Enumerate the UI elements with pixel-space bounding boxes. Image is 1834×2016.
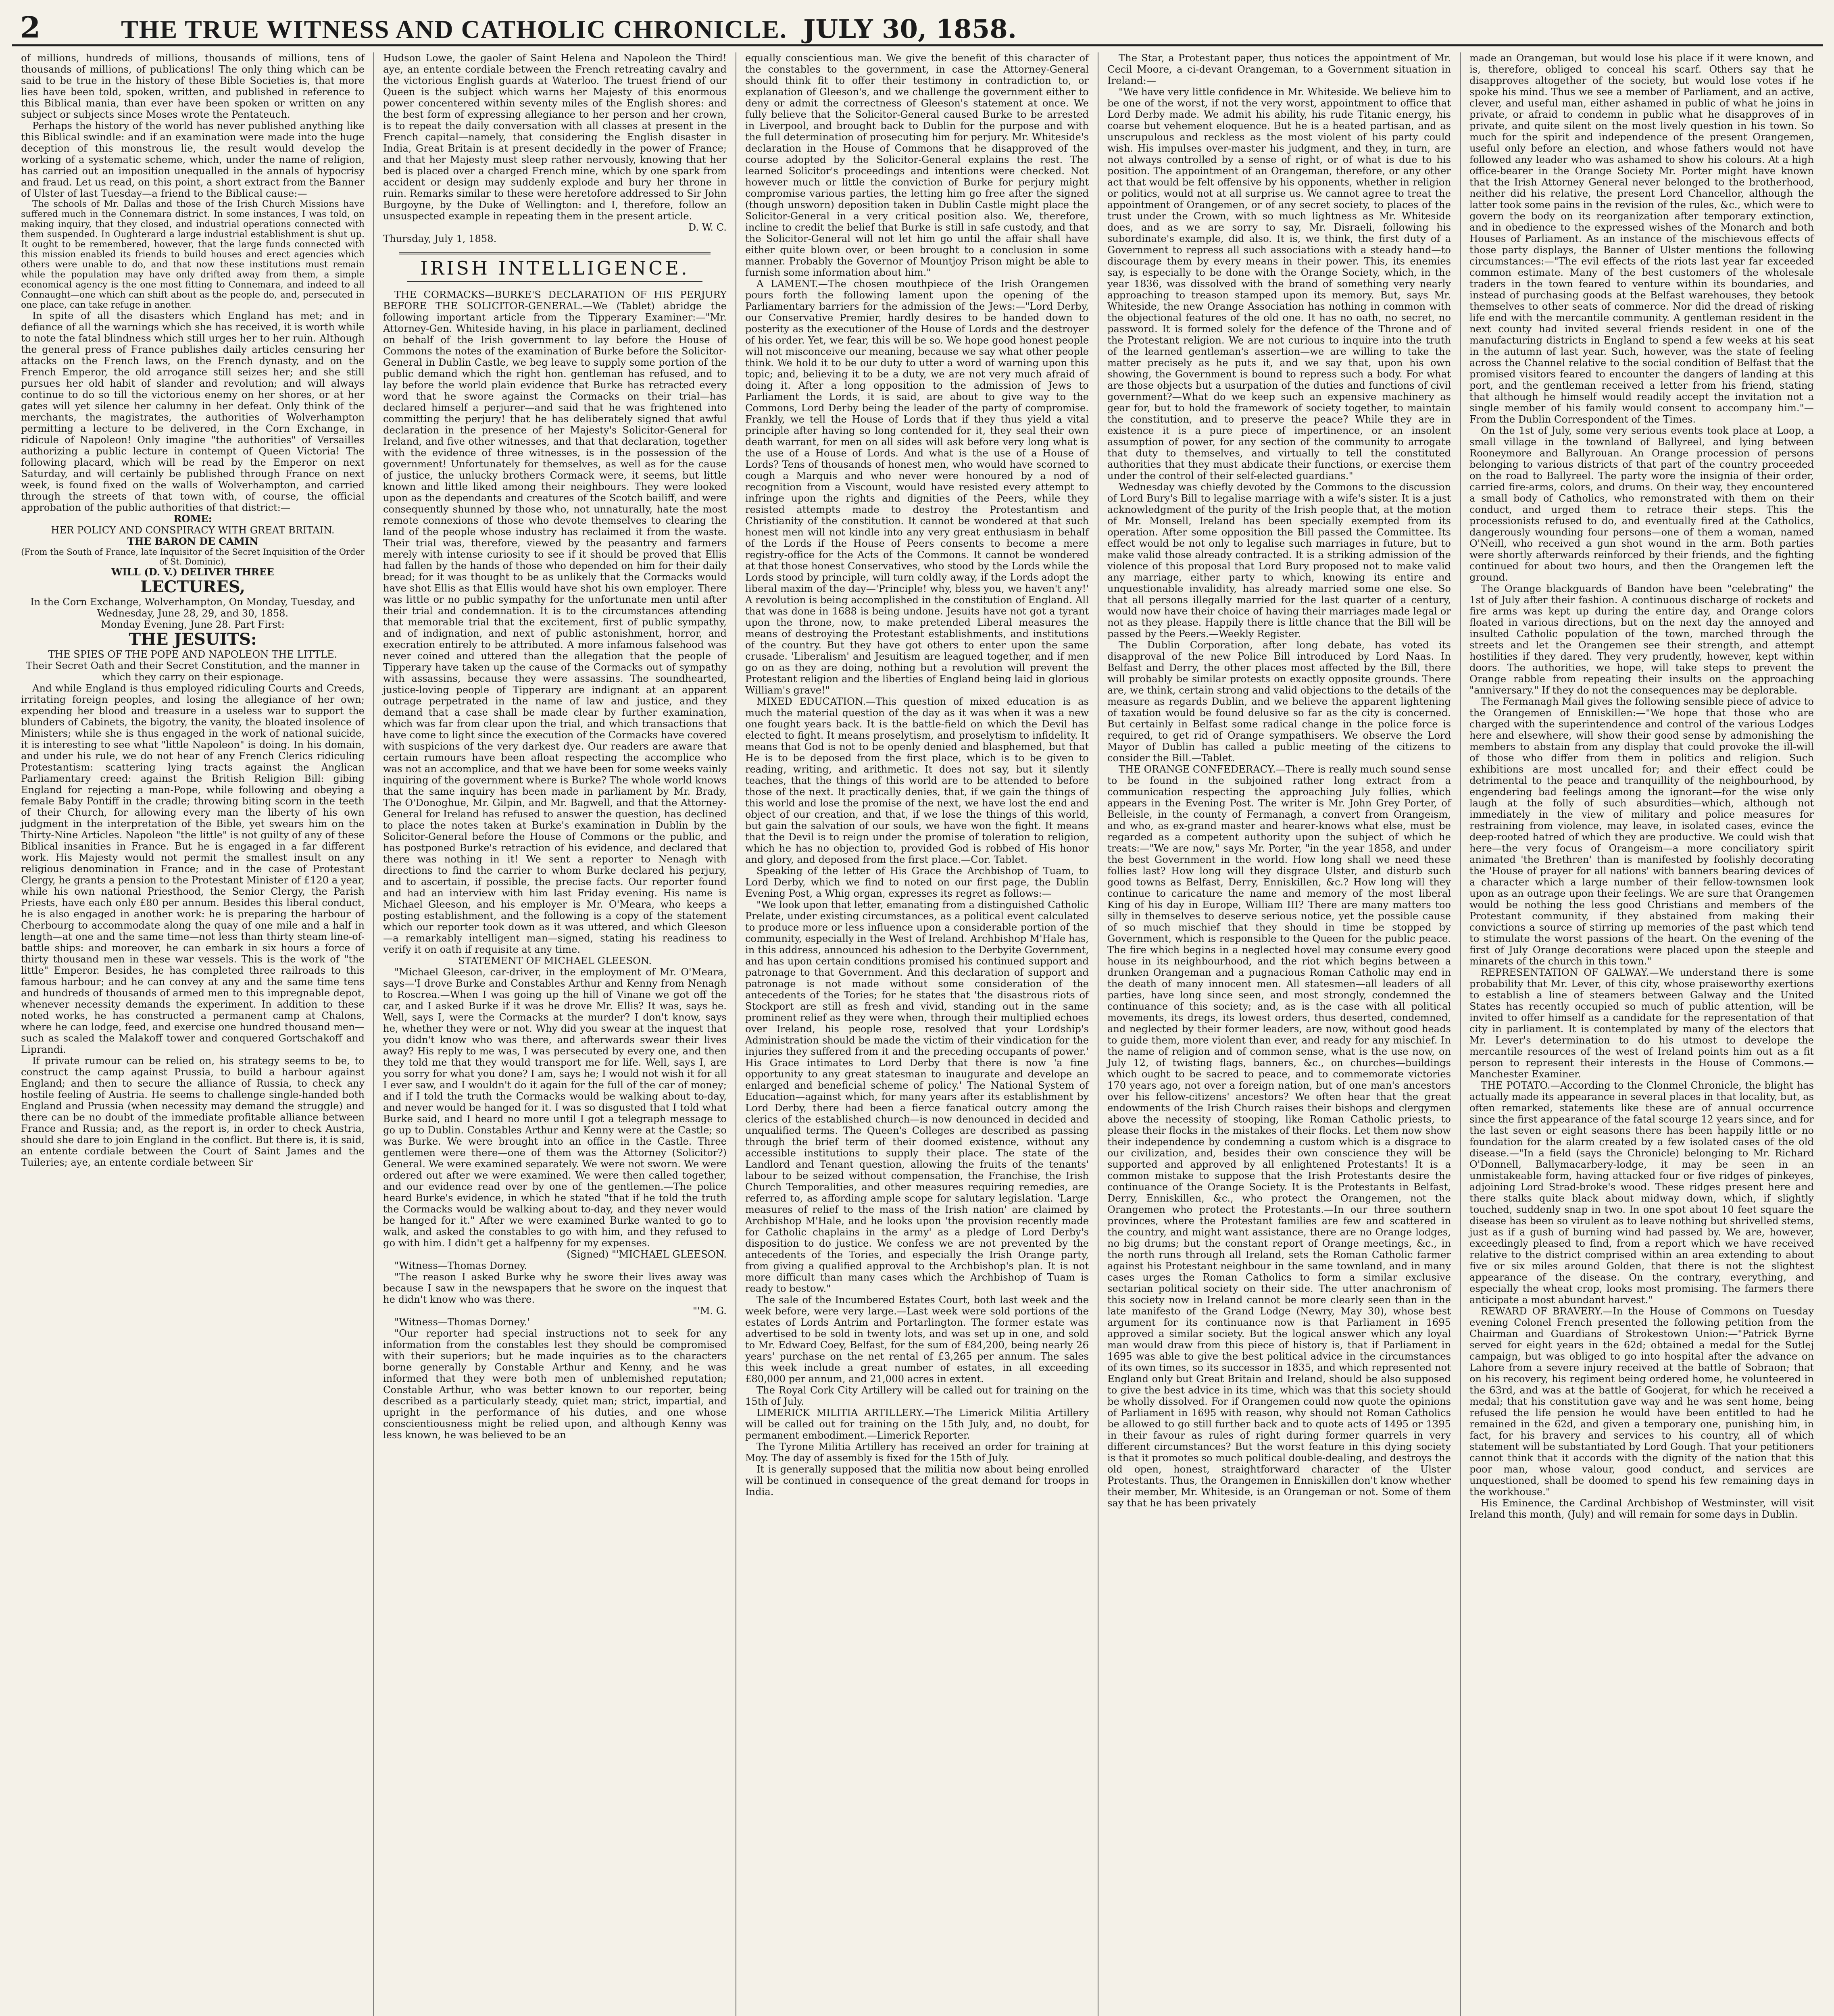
paragraph: THE CORMACKS—BURKE'S DECLARATION OF HIS PERJURY BEFORE THE SOLICITOR-GENERAL.—We (Tablet) abridge the following important article from the Tipperary Examiner:—"Mr. Attorney-Gen. Whiteside having, in his place in parliament, declined on behalf of the Irish government to lay before the House of Commons the notes of the examination of Burke before the Solicitor-General in Dublin Castle, we beg leave to supply some portion of the public demand which the right hon. gentleman has refused, and to lay before the world plain evidence that Burke has retracted every word that he swore against the Cormacks on their trial—has declared himself a perjurer—and said that he was frightened into committing the perjury! that he has deliberately signed that awful declaration in the presence of her Majesty's Solicitor-General for Ireland, and five other witnesses, and that that declaration, together with the evidence of three witnesses, is in the possession of the government! Unfortunately for themselves, as well as for the cause of justice, the unlucky brothers Cormack were, it seems, but little known and little liked among their neighbours. They were looked upon as the dependants and creatures of the Scotch bailiff, and were consequently shunned by those who, not unnaturally, hate the most remote connexions of those who devote themselves to clearing the land of the people whose industry has reclaimed it from the waste. Their trial was, therefore, viewed by the peasantry and farmers merely with intense curiosity to see if it should be proved that Ellis had fallen by the hands of those who depended on him for their daily bread; for it was thought to be as unlikely that the Cormacks would have shot Ellis as that Ellis would have shot his own employer. There was little or no public sympathy for the unfortunate men until after their trial and condemnation. It is to the circumstances attending that memorable trial that the excitement, first of public sympathy, and of indignation, and next of public astonishment, horror, and execration entirely to be attributed. A more infamous falsehood was never coined and uttered than the allegation that the people of Tipperary have taken up the cause of the Cormacks out of sympathy with assassins, because they were assassins. The soundhearted, justice-loving people of Tipperary are indignant at an apparent outrage perpetrated in the name of law and justice, and they demand that a case shall be made clear by further examination, which was far from clear upon the trial, and which transactions that have come to light since the execution of the Cormacks have covered with suspicions of the very darkest dye. Our readers are aware that certain rumours have been afloat respecting the accomplice who was not an accomplice, and that we have been for some weeks vainly inquiring of the government where is Burke? The whole world knows that the same inquiry has been made in parliament by Mr. Brady, The O'Donoghue, Mr. Gilpin, and Mr. Bagwell, and that the Attorney-General for Ireland has refused to answer the question, has declined to place the notes taken at Burke's examination in Dublin by the Solicitor-General before the House of Commons or the public, and has postponed Burke's retraction of his evidence, and declared that there was nothing in it! We sent a reporter to Nenagh with directions to find the carrier to whom Burke declared his perjury, and to ascertain, if possible, the precise facts. Our reporter found and had an interview with him last Friday evening. His name is Michael Gleeson, and his employer is Mr. O'Meara, who keeps a posting establishment, and the following is a copy of the statement which our reporter took down as it was uttered, and which Gleeson—a remarkably intelligent man—signed, stating his readiness to verify it on oath if requisite at any time.: [383, 289, 727, 955]
placard-part: Monday Evening, June 28. Part First:: [101, 619, 285, 630]
placard-speaker-note: (From the South of France, late Inquisitor of the Secret Inquisition of the Order of St. Dominic),: [21, 547, 365, 566]
column-3: [736, 52, 1098, 2016]
placard-spies: THE SPIES OF THE POPE AND NAPOLEON THE LITTLE.: [48, 649, 338, 660]
quoted-paragraph: "We have very little confidence in Mr. Whiteside. We believe him to be one of the worst, if not the very worst, appointment to office that Lord Derby made. We admit his ability, his rude Titanic energy, his coarse but vehement eloquence. But he is a heated partisan, and as unscrupulous and reckless as the most violent of his party could wish. His impulses over-master his judgment, and they, in turn, are not always controlled by a sense of right, or of what is due to his position. The appointment of an Orangeman, therefore, or any other act that would be felt offensive by his opponents, whether in religion or politics, would not at all surprise us. We cannot agree to treat the appointment of Orangemen, or of any secret society, to places of the trust under the Crown, with so much lightness as Mr. Whiteside does, and as we are sorry to say, Mr. Disraeli, following his subordinate's example, did also. It is, we think, the first duty of a Government to repress all such associations with a steady hand—to discourage them by every means in their power. This, its enemies say, is especially to be done with the Orange Society, which, in the year 1836, was dissolved with the brand of something very nearly approaching to treason stamped upon its memory. But, says Mr. Whiteside, the new Orange Association has nothing in common with the objectional features of the old one. It has no oath, no secret, no password. It is formed solely for the defence of the Throne and of the Protestant religion. We are not curious to inquire into the truth of the learned gentleman's assertion—we are willing to take the matter precisely as he puts it, and we say that, upon his own showing, the Government is bound to repress such a body. For what are those objects but a usurpation of the duties and functions of civil government?—What do we keep such an expensive machinery as gear for, but to hold the framework of society together, to maintain the constitution, and to preserve the peace? While they are in existence it is a pure piece of impertinence, or an insolent assumption of power, for any section of the community to arrogate that duty to themselves, and virtually to tell the constituted authorities that they must abdicate their functions, or exercise them under the control of their self-elected guardians.": [1107, 86, 1451, 481]
paragraph: THE POTATO.—According to the Clonmel Chronicle, the blight has actually made its appearance in several places in that locality, but, as often remarked, statements like these are of annual occurrence since the first appearance of the fatal scourge 12 years since, and for the last seven or eight seasons there has been happily little or no foundation for the alarm created by a few isolated cases of the old disease.—"In a field (says the Chronicle) belonging to Mr. Richard O'Donnell, Ballymacarbery-lodge, it may be seen in an unmistakeable form, having attacked four or five ridges of pinkeyes, adjoining Lord Strad-broke's wood. These ridges present here and there stalks quite black about midway down, which, if slightly touched, suddenly snap in two. In one spot about 10 feet square the disease has been so virulent as to leave nothing but shrivelled stems, just as if a gush of burning wind had passed by. We are, however, exceedingly pleased to find, from a report which we have received relative to the district comprised within an area extending to about five or six miles around Golden, that there is not the slightest appearance of the disease. On the contrary, everything, and especially the wheat crop, looks most promising. The farmers there anticipate a most abundant harvest.": [1469, 1080, 1814, 1306]
paragraph: The Fermanagh Mail gives the following sensible piece of advice to the Orangemen of Enniskillen:—"We hope that those who are charged with the superintendence and control of the various Lodges here and elsewhere, will show their good sense by admonishing the members to abstain from any display that could provoke the ill-will of those who differ from them in politics and religion. Such exhibitions are most uncalled for; and their effect could be detrimental to the peace and tranquillity of the neighbourhood, by engendering bad feelings among the ignorant—for the wise only laugh at the folly of such absurdities—which, although not immediately in the view of military and police measures for restraining from violence, may leave, in isolated cases, evince the deep-rooted hatred of which they are productive. We could wish that here—the very focus of Orangeism—a more conciliatory spirit animated 'the Brethren' than is manifested by foolishly decorating the 'House of prayer for all nations' with banners bearing devices of a character which a large number of their fellow-townsmen look upon as an outrage upon their feelings. We are sure that Orangemen would be nothing the less good Christians and members of the Protestant community, if they abstained from making their convictions a source of stirring up memories of the past which tend to stimulate the worst passions of the heart. On the evening of the first of July Orange decorations were placed upon the steeple and minarets of the church in this town.": [1469, 696, 1814, 967]
paragraph: equally conscientious man. We give the benefit of this character of the constables to the government, in case the Attorney-General should think fit to offer their testimony in contradiction to, or explanation of Gleeson's, and we challenge the government either to deny or admit the correctness of Gleeson's statement at once. We fully believe that the Solicitor-General caused Burke to be arrested in Liverpool, and brought back to Dublin for the purpose and with the full determination of prosecuting him for perjury. Mr. Whiteside's declaration in the House of Commons that he disapproved of the course adopted by the Solicitor-General explains the rest. The learned Solicitor's proceedings and intentions were checked. Not however much or little the conviction of Burke for perjury might compromise various parties, the letting him go free after the signed (though unsworn) deposition taken in Dublin Castle might place the Solicitor-General in a very critical position also. We, therefore, incline to credit the belief that Burke is still in safe custody, and that the Solicitor-General will not let him go until the affair shall have either quite blown over, or been brought to a conclusion in some manner. Probably the Governor of Mountjoy Prison might be able to furnish some information about him.": [745, 52, 1089, 278]
placard-heading: ROME:: [173, 513, 212, 525]
paragraph: LIMERICK MILITIA ARTILLERY.—The Limerick Militia Artillery will be called out for training on the 15th July, and, no doubt, for permanent embodiment.—Limerick Reporter.: [745, 1407, 1089, 1441]
placard-subheading: HER POLICY AND CONSPIRACY WITH GREAT BRITAIN.: [51, 525, 335, 536]
placard-line: WILL (D. V.) DELIVER THREE: [111, 566, 274, 578]
paragraph: The Tyrone Militia Artillery has received an order for training at Moy. The day of assembly is fixed for the 15th of July.: [745, 1441, 1089, 1464]
column-1: [12, 52, 374, 2016]
masthead: [12, 0, 1823, 46]
paragraph: Wednesday was chiefly devoted by the Commons to the discussion of Lord Bury's Bill to legalise marriage with a wife's sister. It is a just acknowledgment of the purity of the Irish people that, at the motion of Mr. Monsell, Ireland has been specially exempted from its operation. After some opposition the Bill passed the Committee. Its effect would be not only to legalise such marriages in future, but to make valid those already contracted. It is a striking admission of the violence of this proposal that Lord Bury proposed not to make valid any marriage, either party to which, knowing its entire and unquestionable invalidity, has already married some one else. So that all persons illegally married for the last quarter of a century, would now have their choice of having their marriages made legal or not as they please. Happily there is little chance that the Bill will be passed by the Peers.—Weekly Register.: [1107, 481, 1451, 639]
newspaper-page: [12, 52, 1823, 2016]
paragraph: "The reason I asked Burke why he swore their lives away was because I saw in the newspapers that he swore on the inquest that he didn't know who was there.: [383, 1271, 727, 1305]
paragraph: His Eminence, the Cardinal Archbishop of Westminster, will visit Ireland this month, (July) and will remain for some days in Dublin.: [1469, 1497, 1814, 1520]
paragraph: made an Orangeman, but would lose his place if it were known, and is, therefore, obliged to conceal his scarf. Others say that he disapproves altogether of the society, but would lose votes if he spoke his mind. Thus we see a member of Parliament, and an active, clever, and useful man, either ashamed in public of what he joins in private, or afraid to condemn in public what he disapproves of in private, and quite silent on the most lively question in his town. So much for the spirit and independence of the present Orangemen, useful only before an election, and whose fathers would not have followed any leader who was ashamed to show his colours. At a high office-bearer in the Orange Society Mr. Porter might have known that the Irish Attorney General never belonged to the brotherhood, neither did his relative, the present Lord Chancellor, although the latter took some pains in the revision of the rules, &c., which were to govern the body on its reorganization after temporary extinction, and in obedience to the expressed wishes of the Monarch and both Houses of Parliament. As an instance of the mischievous effects of those party displays, the Banner of Ulster mentions the following circumstances:—"The evil effects of the riots last year far exceeded common estimate. Many of the best customers of the wholesale traders in the town feared to venture within its boundaries, and instead of purchasing goods at the Belfast warehouses, they betook themselves to other seats of commerce. Nor did the dread of risking life end with the mercantile community. A gentleman resident in the next county had invited several friends resident in one of the manufacturing districts in England to spend a few weeks at his seat in the autumn of last year. Such, however, was the state of feeling across the Channel relative to the social condition of Belfast that the promised visitors feared to encounter the dangers of landing at this port, and the gentleman received a letter from his friend, stating that although he himself would readily accept the invitation not a single member of his family would consent to accompany him."—From the Dublin Correspondent of the Times.: [1469, 52, 1814, 425]
column-5: [1461, 52, 1823, 2016]
quoted-paragraph: "We look upon that letter, emanating from a distinguished Catholic Prelate, under existing circumstances, as a political event calculated to produce more or less influence upon a considerable portion of the community, especially in the West of Ireland. Archbishop M'Hale has, in this address, announced his adhesion to the Derbyite Government, and has upon certain conditions promised his continued support and patronage to that Government. And this declaration of support and patronage is not made without some consideration of the antecedents of the Tories; for he states that 'the disastrous riots of Stockport are still as fresh and vivid, standing out in the same prominent relief as they were when, through their multiplied echoes over Ireland, his people rose, resolved that your Lordship's Administration should be made the victim of their vindication for the injuries they suffered from it and the preceding occupants of power.' His Grace intimates to Lord Derby that there is now 'a fine opportunity to any great statesman to inaugurate and develope an enlarged and beneficial scheme of policy.' The National System of Education—against which, for many years after its establishment by Lord Derby, there had been a fierce fanatical outcry among the clerics of the established church—is now denounced in decided and unqualified terms. The Queen's Colleges are described as passing through the brief term of their doomed existence, without any accessible institutions to supply their place. The state of the Landlord and Tenant question, allowing the fruits of the tenants' labour to be seized without compensation, the Franchise, the Irish Church Temporalities, and other measures requiring remedies, are referred to, as affording ample scope for salutary legislation. 'Large measures of relief to the mass of the Irish nation' are claimed by Archbishop M'Hale, and he looks upon 'the provision recently made for Catholic chaplains in the army' as a pledge of Lord Derby's disposition to do justice. We confess we are not prevented by the antecedents of the Tories, and especially the Irish Orange party, from giving a qualified approval to the Archbishop's plan. It is not more difficult than many cases which the Archbishop of Tuam is ready to bestow.": [745, 899, 1089, 1294]
column-2: [374, 52, 736, 2016]
placard-oath: Their Secret Oath and their Secret Constitution, and the manner in which they carry on their espionage.: [25, 660, 360, 683]
paragraph: Perhaps the history of the world has never published anything like this Biblical swindle: and if an examination were made into the huge deception of this monstrous lie, the result would develop the working of a systematic scheme, which, under the name of religion, has carried out an imposition unequalled in the annals of hypocrisy and fraud. Let us read, on this point, a short extract from the Banner of Ulster of last Tuesday—a friend to the Biblical cause:—: [21, 120, 365, 199]
section-rule: [399, 252, 711, 254]
statement-heading: STATEMENT OF MICHAEL GLEESON.: [458, 955, 652, 966]
section-heading-irish-intelligence: IRISH INTELLIGENCE.: [420, 257, 690, 279]
paragraph: In spite of all the disasters which England has met; and in defiance of all the warnings which she has received, it is worth while to note the fatal blindness which still urges her to her ruin. Although the general press of France publishes daily articles censuring her attacks on the French laws, on the French dynasty, and on the French Emperor, the old arrogance still seizes her; and she still pursues her old habit of slander and revolution; and will always continue to do so till the victorious enemy on her shores, or at her gates will yet silence her calumny in her defeat. Only think of the merchants, the magistrates, the authorities of Wolverhampton permitting a lecture to be delivered, in the Corn Exchange, in ridicule of Napoleon! Only imagine "the authorities" of Versailles authorizing a public lecture in contempt of Queen Victoria! The following placard, which will be read by the Emperor on next Saturday, and will certainly be published through France on next week, is found fixed on the walls of Wolverhampton, and carried through the streets of that town with, of course, the official approbation of the public authorities of that district:—: [21, 310, 365, 513]
initials: "'M. G.: [692, 1305, 727, 1316]
paragraph: Speaking of the letter of His Grace the Archbishop of Tuam, to Lord Derby, which we find to noted on our first page, the Dublin Evening Post, a Whig organ, expresses its regret as follows:—: [745, 865, 1089, 899]
placard-jesuits: THE JESUITS:: [129, 630, 257, 649]
paragraph: On the 1st of July, some very serious events took place at Loop, a small village in the townland of Ballyreel, and lying between Rooneymore and Ballyrouan. An Orange procession of persons belonging to various districts of that part of the country proceeded on the road to Ballyreel. The party wore the insignia of their order, carried fire-arms, colors, and drums. On their way, they encountered a small body of Catholics, who remonstrated with them on their conduct, and urged them to retrace their steps. This the processionists refused to do, and eventually fired at the Catholics, dangerously wounding four persons—one of them a woman, named O'Neill, who received a gun shot wound in the arm. Both parties were shortly afterwards reinforced by their friends, and the fighting continued for about two hours, and then the Orangemen left the ground.: [1469, 425, 1814, 583]
paragraph: Hudson Lowe, the gaoler of Saint Helena and Napoleon the Third! aye, an entente cordiale between the French retreating cavalry and the victorious English guards at Waterloo. The truest friend of our Queen is the subject which warns her Majesty of this enormous power concentered within seventy miles of the English shores: and the best form of expressing allegiance to her person and her crown, is to repeat the daily conversation with all classes at present in the French capital—namely, that considering the English disaster in India, Great Britain is at present decidedly in the power of France; and that her Majesty must sleep rather nervously, knowing that her bed is placed over a charged French mine, which by one spark from accident or design may suddenly explode and bury her throne in ruin. Remarks similar to these were heretofore addressed to Sir John Burgoyne, by the Duke of Wellington: and I, therefore, follow an unsuspected example in repeating them in the present article.: [383, 52, 727, 222]
paragraph: "Michael Gleeson, car-driver, in the employment of Mr. O'Meara, says—'I drove Burke and Constables Arthur and Kenny from Nenagh to Roscrea.—When I was going up the hill of Vinane we got off the car, and I asked Burke if it was he drove Mr. Ellis? It was, says he. Well, says I, were the Cormacks at the murder? I don't know, says he, whether they were or not. Why did you swear at the inquest that you didn't know who was there, and afterwards swear their lives away? His reply to me was, I was persecuted by every one, and then they told me that they would transport me for life. Well, says I, are you sorry for what you done? I am, says he; I would not wish it for all I ever saw, and I wouldn't do it again for the full of the car of money; and if I told the truth the Cormacks would be walking about to-day, and never would be hanged for it. I was so disgusted that I told what Burke said, and I heard no more until I got a telegraph message to go up to Dublin. Constables Arthur and Kenny were at the Castle; so was Burke. We were brought into an office in the Castle. Three gentlemen were there—one of them was the Attorney (Solicitor?) General. We were examined separately. We were not sworn. We were ordered out after we were examined. We were then called together, and our evidence read over by one of the gentlemen.—The police heard Burke's evidence, in which he stated "that if he told the truth the Cormacks would be walking about to-day, and they never would be hanged for it." After we were examined Burke wanted to go to walk, and asked the constables to go with him, and they refused to go with him. I didn't get a halfpenny for my expenses.: [383, 966, 727, 1249]
page-number: 2: [20, 10, 41, 44]
placard-venue: In the Corn Exchange, Wolverhampton, On Monday, Tuesday, and Wednesday, June 28, 29, and 30, 1858.: [30, 596, 355, 619]
paragraph: A LAMENT.—The chosen mouthpiece of the Irish Orangemen pours forth the following lament upon the opening of the Parliamentary barriers for the admission of the Jews:—"Lord Derby, our Conservative Premier, hardly desires to be handed down to posterity as the executioner of the House of Lords and the destroyer of his order. Yet, we fear, this will be so. We hope good honest people will not misconceive our meaning, because we say what other people think. We hold it to be our duty to utter a word of warning upon this topic; and, believing it to be a duty, we are not very much afraid of doing it. After a long opposition to the admission of Jews to Parliament the Lords, it is said, are about to give way to the Commons, Lord Derby being the leader of the party of compromise. Frankly, we tell the House of Lords that if they thus yield a vital principle after having so long contended for it, they seal their own death warrant, for men on all sides will ask before very long what is the use of a House of Lords. And what is the use of a House of Lords? Tens of thousands of honest men, who would have scorned to cough a Marquis and who never were honoured by a nod of recognition from a Viscount, would have resisted every attempt to infringe upon the rights and dignities of the Peers, while they resisted attempts made to destroy the Protestantism and Christianity of the constitution. It cannot be wondered at that such honest men will not kindle into any very great enthusiasm in behalf of the Lords if the House of Peers consents to become a mere registry-office for the Acts of the Commons. It cannot be wondered at that those honest Conservatives, who stood by the Lords while the Lords stood by principle, will turn coldly away, if the Lords adopt the liberal maxim of the day—'Principle! why, bless you, we haven't any!' A revolution is being accomplished in the constitution of England. All that was done in 1688 is being undone. Jesuits have not got a tyrant upon the throne, now, to make pretended Liberal measures the means of destroying the Protestant establishments, and institutions of the country. But they have got others to enter upon the same crusade. 'Liberalism' and Jesuitism are leagued together, and if men go on as they are doing, nothing but a revolution will prevent the Protestant religion and the liberties of England being laid in glorious William's grave!": [745, 278, 1089, 696]
dateline: Thursday, July 1, 1858.: [383, 233, 497, 244]
divider: [407, 281, 702, 282]
paragraph: THE ORANGE CONFEDERACY.—There is really much sound sense to be found in the subjoined rather long extract from a communication respecting the approaching July follies, which appears in the Evening Post. The writer is Mr. John Grey Porter, of Belleisle, in the county of Fermanagh, a convert from Orangeism, and who, as ex-grand master and hearer-knows what else, must be regarded as a competent authority upon the subject of which he treats:—"We are now," says Mr. Porter, "in the year 1858, and under the best Government in the world. How long shall we need these follies last? How long will they disgrace Ulster, and disturb such good towns as Belfast, Derry, Enniskillen, &c.? How long will they continue to caricature the name and memory of the most liberal King of his day in Europe, William III? There are many matters too silly in themselves to deserve serious notice, yet the possible cause of so much mischief that they should in time be stopped by Government, which is responsible to the Queen for the public peace. The fire which begins in a neglected hovel may consume every good house in its neighbourhood, and the riot which begins between a drunken Orangeman and a pugnacious Roman Catholic may end in the death of many innocent men. All statesmen—all leaders of all parties, have long since seen, and most strongly, condemned the continuance of this society; and, as is the case with all political movements, its dregs, its lowest orders, thus deserted, condemned, and neglected by their former leaders, are now, without good heads to guide them, more violent than ever, and ready for any mischief. In the name of religion and of common sense, what is the use now, on July 12, of twisting flags, banners, &c., on churches—buildings which ought to be sacred to peace, and to commemorate victories 170 years ago, not over a foreign nation, but of one man's ancestors over his fellow-citizens' ancestors? We often hear that the great endowments of the Irish Church raises their bishops and clergymen above the necessity of stooping, like Roman Catholic priests, to please their flocks in the mistakes of their flocks. Let them now show their independence by condemning a custom which is a disgrace to our civilization, and, besides their own conscience they will be supported and approved by all enlightened Protestants! It is a common mistake to suppose that the Irish Protestants desire the continuance of the Orange Society. It is the Protestants in Belfast, Derry, Enniskillen, &c., who protect the Orangemen, not the Orangemen who protect the Protestants.—In our three southern provinces, where the Protestant families are few and scattered in the country, and might want assistance, there are no Orange lodges, no big drums; but the constant report of Orange meetings, &c., in the north runs through all Ireland, sets the Roman Catholic farmer against his Protestant neighbour in the same townland, and in many cases urges the Roman Catholics to form a similar exclusive sectarian political society on their side. The utter anachronism of this society now in Ireland cannot be more clearly seen than in the late manifesto of the Grand Lodge (Newry, May 30), whose best argument for its continuance now is that Parliament in 1695 approved a similar society. But the logical answer which any loyal man would draw from this piece of history is, that if Parliament in 1695 was able to give the best political advice in the circumstances of its own times, so its successor in 1835, and which represented not England only but Great Britain and Ireland, should be also supposed to give the best advice in its time, which was that this society should be wholly dissolved. For if Orangemen could now quote the opinions of Parliament in 1695 with reason, why should not Roman Catholics be allowed to go still further back and to quote acts of 1495 or 1395 in their favour as rules of right during former quarrels in very different circumstances? But the worst feature in this dying society is that it promotes so much political double-dealing, and destroys the old open, honest, straightforward character of the Ulster Protestants. Thus, the Orangemen in Enniskillen don't know whether their member, Mr. Whiteside, is an Orangeman or not. Some of them say that he has been privately: [1107, 764, 1451, 1509]
paragraph: The Star, a Protestant paper, thus notices the appointment of Mr. Cecil Moore, a ci-devant Orangeman, to a Government situation in Ireland:—: [1107, 52, 1451, 86]
signature: (Signed) "'MICHAEL GLEESON.: [567, 1249, 727, 1260]
column-4: [1098, 52, 1461, 2016]
placard-lectures: LECTURES,: [140, 577, 246, 596]
paragraph: If private rumour can be relied on, his strategy seems to be, to construct the camp against Prussia, to build a harbour against England; and then to secure the alliance of Russia, to check any hostile feeling of Austria. He seems to challenge single-handed both England and Prussia (when necessity may demand the struggle) and there can be no doubt of the immediate profitable alliance between France and Russia; and, as the report is, in order to check Austria, should she dare to join England in the conflict. But there is, it is said, an entente cordiale between the Court of Saint James and the Tuileries; aye, an entente cordiale between Sir: [21, 1055, 365, 1168]
witness-line: "Witness—Thomas Dorney.: [394, 1260, 527, 1271]
paragraph: The Royal Cork City Artillery will be called out for training on the 15th of July.: [745, 1385, 1089, 1407]
paragraph: It is generally supposed that the militia now about being enrolled will be continued in consequence of the great demand for troops in India.: [745, 1464, 1089, 1497]
paragraph: "Our reporter had special instructions not to seek for any information from the constables lest they should be compromised with their superiors; but he made inquiries as to the characters borne generally by Constable Arthur and Kenny, and he was informed that they were both men of unblemished reputation; Constable Arthur, who was better known to our reporter, being described as a particularly steady, quiet man; strict, impartial, and upright in the performance of his duties, and one whose conscientiousness might be relied upon, and although Kenny was less known, he was believed to be an: [383, 1328, 727, 1441]
paragraph: REWARD OF BRAVERY.—In the House of Commons on Tuesday evening Colonel French presented the following petition from the Chairman and Guardians of Strokestown Union:—"Patrick Byrne served for eight years in the 62d; obtained a medal for the Sutlej campaign, but was obliged to go into hospital after the advance on Lahore from a severe injury received at the battle of Sobraon; that on his recovery, his regiment being ordered home, he volunteered in the 63rd, and was at the battle of Goojerat, for which he received a medal; that his constitution gave way and he was sent home, being refused the life pension he would have been entitled to had he remained in the 62d, and given a temporary one, punishing him, in fact, for his bravery and services to his country, all of which statement will be substantiated by Lord Gough. That your petitioners cannot think that it accords with the dignity of the nation that this poor man, whose valour, good conduct, and services are unquestioned, shall be doomed to spend his few remaining days in the workhouse.": [1469, 1306, 1814, 1497]
author-initials: D. W. C.: [688, 222, 727, 233]
paragraph: And while England is thus employed ridiculing Courts and Creeds, irritating foreign peoples, and losing the allegiance of her own; expending her blood and treasure in a useless war to support the blunders of Cabinets, the bigotry, the vanity, the bloated insolence of Ministers; while she is thus engaged in the work of national suicide, it is interesting to see what "little Napoleon" is doing. In his domain, and under his rule, we do not hear of any French Clerics ridiculing Protestantism: scattering lying tracts against the Anglican Parliamentary creed: against the British Religion Bill: gibing England for rejecting a man-Pope, while following and obeying a female Baby Pontiff in the cradle; throwing biting scorn in the teeth of their Church, for allowing every man the liberty of his own judgment in the interpretation of the Bible, yet swears him on the Thirty-Nine Articles. Napoleon "the little" is not guilty of any of these Biblical insanities in France. But he is engaged in a far different work. His Majesty would not permit the smallest insult on any religious denomination in France; and in the case of Protestant Clergy, he grants a pension to the Protestant Minister of £120 a year, while his own national Priesthood, the Senior Clergy, the Parish Priests, have each only £80 per annum. Besides this liberal conduct, he is also engaged in another work: he is preparing the harbour of Cherbourg to accommodate along the quay of one mile and a half in length—at one and the same time—not less than thirty steam line-of-battle ships: and moreover, he can embark in six hours a force of thirty thousand men in these war vessels. This is the work of "the little" Emperor. Besides, he has completed three railroads to this famous harbour; and he can convey at any and the same time tens and hundreds of thousands of armed men to this impregnable depot, whenever necessity demands the experiment. In addition to these noted works, he has constructed a permanent camp at Chalons, where he can lodge, feed, and exercise one hundred thousand men—such as scaled the Malakoff tower and conquered Gortschakoff and Liprandi.: [21, 683, 365, 1055]
paragraph: MIXED EDUCATION.—This question of mixed education is as much the material question of the day as it was when it was a new one fought years back. It is the battle-field on which the Devil has elected to fight. It means proselytism, and proselytism to infidelity. It means that God is not to be openly denied and blasphemed, but that He is to be deposed from the first place, which is to be given to reading, writing, and arithmetic. It does not say, but it silently teaches, that the things of this world are to be attended to before those of the next. It practically denies, that, if we gain the things of this world and lose the promise of the next, we have lost the end and object of our creation, and that, if we lose the things of this world, but gain the salvation of our souls, we have won the fight. It means that the Devil is to reign under the promise of toleration to religion, which he has no objection to, provided God is robbed of His honor and glory, and deposed from the first place.—Cor. Tablet.: [745, 696, 1089, 865]
paragraph: The Orange blackguards of Bandon have been "celebrating" the 1st of July after their fashion. A continuous discharge of rockets and fire arms was kept up during the entire day, and Orange colors floated in various directions, but on the next day the annoyed and insulted Catholic population of the town, marched through the streets and let the Orangemen see their strength, and attempt hostilities if they dared. They very prudently, however, kept within doors. The authorities, we hope, will take steps to prevent the Orange rabble from repeating their insults on the approaching "anniversary." If they do not the consequences may be deplorable.: [1469, 583, 1814, 696]
paragraph: The Dublin Corporation, after long debate, has voted its disapproval of the new Police Bill introduced by Lord Naas. In Belfast and Derry, the other places most affected by the Bill, there will probably be similar protests on exactly opposite grounds. There are, we think, certain strong and valid objections to the details of the measure as regards Dublin, and we believe the apparent lightening of taxation would be found delusive so far as the city is concerned. But certainly in Belfast some radical change in the police force is required, to get rid of Orange sympathisers. We observe the Lord Mayor of Dublin has called a public meeting of the citizens to consider the Bill.—Tablet.: [1107, 639, 1451, 764]
paragraph: The sale of the Incumbered Estates Court, both last week and the week before, were very large.—Last week were sold portions of the estates of Lords Antrim and Portarlington. The former estate was advertised to be sold in twenty lots, and was set up in one, and sold to Mr. Edward Coey, Belfast, for the sum of £84,200, being nearly 26 years' purchase on the net rental of £3,265 per annum. The sales this week include a great number of estates, in all exceeding £80,000 per annum, and 21,000 acres in extent.: [745, 1294, 1089, 1385]
placard-speaker: THE BARON DE CAMIN: [127, 535, 258, 547]
paragraph: REPRESENTATION OF GALWAY.—We understand there is some probability that Mr. Lever, of this city, whose praiseworthy exertions to establish a line of steamers between Galway and the United States has recently occupied so much of public attention, will be invited to offer himself as a candidate for the representation of that city in parliament. It is contemplated by many of the electors that Mr. Lever's determination to do his utmost to develope the mercantile resources of the west of Ireland points him out as a fit person to represent their interests in the House of Commons.—Manchester Examiner.: [1469, 967, 1814, 1080]
paragraph: of millions, hundreds of millions, thousands of millions, tens of thousands of millions, of publications! The only thing which can be said to be true in the history of these Bible Societies is, that more lies have been told, spoken, written, and published in reference to this Biblical mania, than ever have been spoken or written on any subject or subjects since Moses wrote the Pentateuch.: [21, 52, 365, 120]
issue-date: JULY 30, 1858.: [803, 14, 1017, 44]
witness-line: "Witness—Thomas Dorney.': [394, 1316, 530, 1328]
newspaper-title: THE TRUE WITNESS AND CATHOLIC CHRONICLE.: [121, 15, 788, 44]
quoted-paragraph: The schools of Mr. Dallas and those of the Irish Church Missions have suffered much in the Connemara district. In some instances, I was told, on making inquiry, that they closed, and industrial operations connected with them suspended. In Oughterard a large industrial establishment is shut up. It ought to be remembered, however, that the large funds connected with this mission enabled its friends to build houses and erect agencies which others were unable to do, and that now these institutions must remain while the population may have only drifted away from them, a simple economical agency is the one most fitting to Connemara, and indeed to all Connaught—one which can shift about as the people do, and, persecuted in one place, can take refuge in another.: [21, 199, 365, 310]
